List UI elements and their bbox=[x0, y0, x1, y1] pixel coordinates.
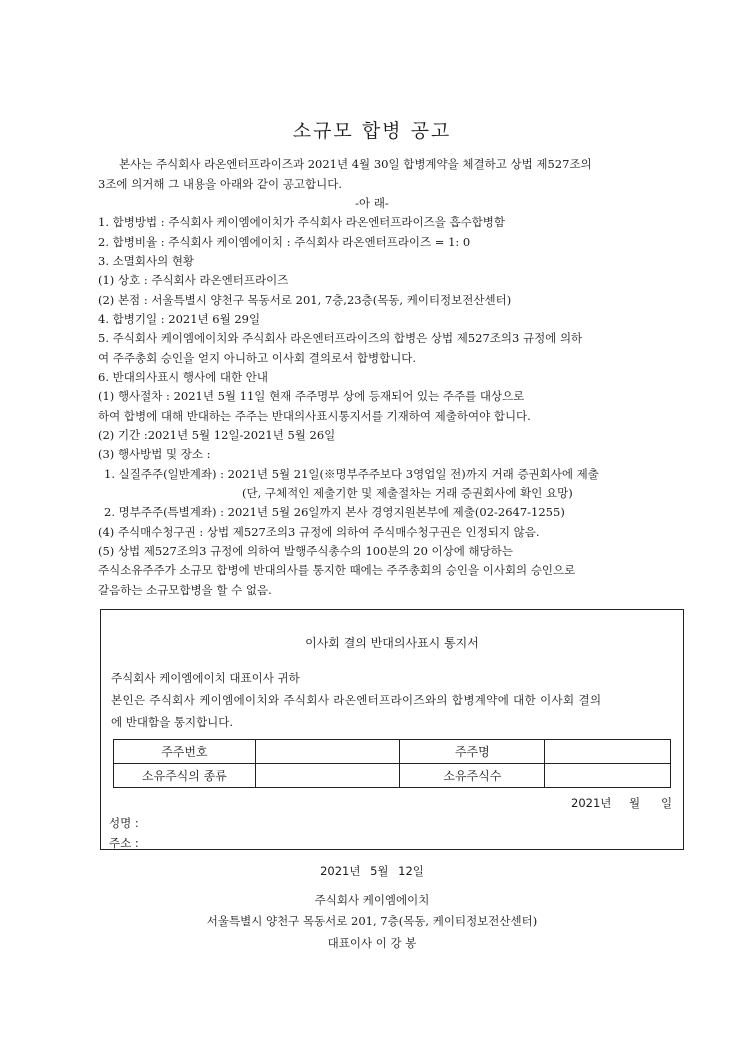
dissent-notice-form bbox=[100, 609, 684, 850]
form-date-day: 일 bbox=[661, 796, 673, 810]
shareholder-info-table bbox=[113, 739, 671, 788]
form-addressee: 주식회사 케이엠에이치 대표이사 귀하 bbox=[111, 671, 300, 685]
shareholder-number-label: 주주번호 bbox=[114, 740, 256, 764]
item-approval-line-2: 여 주주총회 승인을 얻지 아니하고 이사회 결의로서 합병합니다. bbox=[98, 351, 417, 365]
share-type-label: 소유주식의 종류 bbox=[114, 764, 256, 788]
separator: -아 래- bbox=[355, 196, 389, 210]
intro-line-1: 본사는 주식회사 라온엔터프라이즈과 2021년 4월 30일 합병계약을 체결하고 상법 제527조의 bbox=[119, 157, 592, 171]
share-count-field[interactable] bbox=[545, 764, 671, 788]
item-merger-date: 4. 합병기일 : 2021년 6월 29일 bbox=[98, 312, 261, 326]
item-merger-method: 1. 합병방법 : 주식회사 케이엠에이치가 주식회사 라온엔터프라이즈을 흡수합병함 bbox=[98, 215, 506, 229]
item-dissent-guide: 6. 반대의사표시 행사에 대한 안내 bbox=[98, 370, 269, 384]
item-registered-holders: 2. 명부주주(특별계좌) : 2021년 5월 26일까지 본사 경영지원본부에 제출(02-2647-1255) bbox=[104, 505, 565, 519]
table-row bbox=[114, 764, 671, 788]
form-body-line-2: 에 반대함을 통지합니다. bbox=[111, 715, 234, 729]
footer-ceo: 대표이사 이 강 봉 bbox=[327, 936, 417, 950]
item-threshold-line-2: 주식소유주주가 소규모 합병에 반대의사를 통지한 때에는 주주총회의 승인을 이사회의 승인으로 bbox=[98, 563, 576, 577]
item-head-office: (2) 본점 : 서울특별시 양천구 목동서로 201, 7층,23층(목동, 케이티정보전산센터) bbox=[98, 293, 512, 307]
item-procedure-line-1: (1) 행사절차 : 2021년 5월 11일 현재 주주명부 상에 등재되어 있는 주주를 대상으로 bbox=[98, 389, 525, 403]
item-appraisal-right: (4) 주식매수청구권 : 상법 제527조의3 규정에 의하여 주식매수청구권은 인정되지 않음. bbox=[98, 525, 540, 539]
item-beneficial-holders: 1. 실질주주(일반계좌) : 2021년 5월 21일(※명부주주보다 3영업일 전)까지 거래 증권회사에 제출 bbox=[104, 467, 599, 481]
item-threshold-line-3: 갈음하는 소규모합병을 할 수 없음. bbox=[98, 583, 272, 597]
shareholder-name-field[interactable] bbox=[545, 740, 671, 764]
item-approval-line-1: 5. 주식회사 케이엠에이치와 주식회사 라온엔터프라이즈의 합병은 상법 제527조의3 규정에 의하 bbox=[98, 331, 583, 345]
form-name-label: 성명 : bbox=[109, 816, 139, 830]
item-dissolving-company: 3. 소멸회사의 현황 bbox=[98, 254, 195, 268]
item-merger-ratio: 2. 합병비율 : 주식회사 케이엠에이치 : 주식회사 라온엔터프라이즈 = 1: 0 bbox=[98, 235, 471, 249]
form-body-line-1: 본인은 주식회사 케이엠에이치와 주식회사 라온엔터프라이즈와의 합병계약에 대한 이사회 결의 bbox=[111, 693, 602, 707]
share-type-field[interactable] bbox=[255, 764, 400, 788]
intro-line-2: 3조에 의거해 그 내용을 아래와 같이 공고합니다. bbox=[98, 177, 342, 191]
footer-date: 2021년 5월 12일 bbox=[320, 864, 424, 878]
footer-address: 서울특별시 양천구 목동서로 201, 7층(목동, 케이티정보전산센터) bbox=[206, 914, 538, 928]
table-row bbox=[114, 740, 671, 764]
form-title: 이사회 결의 반대의사표시 통지서 bbox=[305, 636, 479, 650]
form-date-month: 월 bbox=[629, 796, 641, 810]
shareholder-name-label: 주주명 bbox=[400, 740, 545, 764]
item-beneficial-note: (단, 구체적인 제출기한 및 제출절차는 거래 증권회사에 확인 요망) bbox=[242, 486, 573, 500]
shareholder-number-field[interactable] bbox=[255, 740, 400, 764]
page-title: 소규모 합병 공고 bbox=[292, 120, 452, 142]
share-count-label: 소유주식수 bbox=[400, 764, 545, 788]
item-threshold-line-1: (5) 상법 제527조의3 규정에 의하여 발행주식총수의 100분의 20 이상에 해당하는 bbox=[98, 544, 513, 558]
footer-company: 주식회사 케이엠에이치 bbox=[314, 893, 430, 907]
item-method-place: (3) 행사방법 및 장소 : bbox=[98, 447, 211, 461]
form-date-year: 2021년 bbox=[571, 796, 612, 810]
item-period: (2) 기간 :2021년 5월 12일-2021년 5월 26일 bbox=[98, 428, 336, 442]
form-address-label: 주소 : bbox=[109, 836, 139, 850]
item-company-name: (1) 상호 : 주식회사 라온엔터프라이즈 bbox=[98, 273, 289, 287]
item-procedure-line-2: 하여 합병에 대해 반대하는 주주는 반대의사표시통지서를 기재하여 제출하여야 합니다. bbox=[98, 409, 531, 423]
